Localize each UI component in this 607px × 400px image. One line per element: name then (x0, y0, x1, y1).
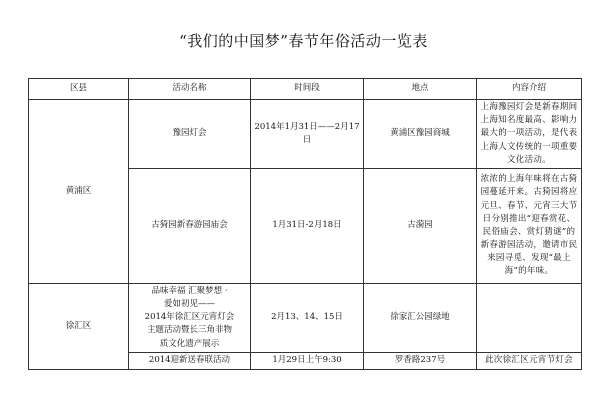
activity-table (28, 78, 582, 370)
activity-name-line: 2014年徐汇区元宵灯会 (144, 312, 235, 323)
time-cell: 1月31日-2月18日 (251, 168, 364, 283)
content-cell: 浓浓的上海年味将在古猗园蔓延开来。古猗园将应元旦、春节、元宵三大节日分别推出“迎春赏花、民俗庙会、赏灯猜谜”的新春游园活动，邀请市民来园寻觅、发现“最上海”的年味。 (477, 168, 582, 283)
activity-name-cell: 2014迎新送春联活动 (129, 352, 251, 369)
activity-name-cell: 豫园灯会 (129, 100, 251, 169)
place-cell: 古漪园 (364, 168, 477, 283)
header-county: 区县 (29, 79, 129, 100)
page-title: “我们的中国梦”春节年俗活动一览表 (179, 32, 428, 50)
header-time: 时间段 (251, 79, 364, 100)
table-row (29, 283, 582, 352)
activity-name-line: 品味幸福 汇聚梦想 · (151, 285, 228, 296)
activity-name-cell (129, 283, 251, 352)
time-cell: 2014年1月31日——2月17日 (251, 100, 364, 169)
content-cell: 此次徐汇区元宵节灯会 (477, 352, 582, 369)
county-cell: 徐汇区 (29, 283, 129, 369)
activity-name-line: 爱如初见—— (163, 299, 215, 310)
activity-name-line: 主题活动暨长三角非物 (146, 325, 232, 336)
activity-name-cell: 古猗园新春游园庙会 (129, 168, 251, 283)
table-row (29, 100, 582, 169)
activity-name-line: 质文化遗产展示 (159, 338, 220, 349)
header-activity-name: 活动名称 (129, 79, 251, 100)
time-cell: 2月13、14、15日 (251, 283, 364, 352)
county-cell: 黄浦区 (29, 100, 129, 284)
place-cell: 黄浦区豫园商城 (364, 100, 477, 169)
place-cell: 罗香路237号 (364, 352, 477, 369)
place-cell: 徐家汇公园绿地 (364, 283, 477, 352)
header-place: 地点 (364, 79, 477, 100)
content-cell (477, 283, 582, 352)
header-content: 内容介绍 (477, 79, 582, 100)
header-row (29, 79, 582, 100)
time-cell: 1月29日上午9:30 (251, 352, 364, 369)
content-cell: 上海豫园灯会是新春期间上海知名度最高、影响力最大的一项活动，是代表上海人文传统的一项重要文化活动。 (477, 100, 582, 169)
